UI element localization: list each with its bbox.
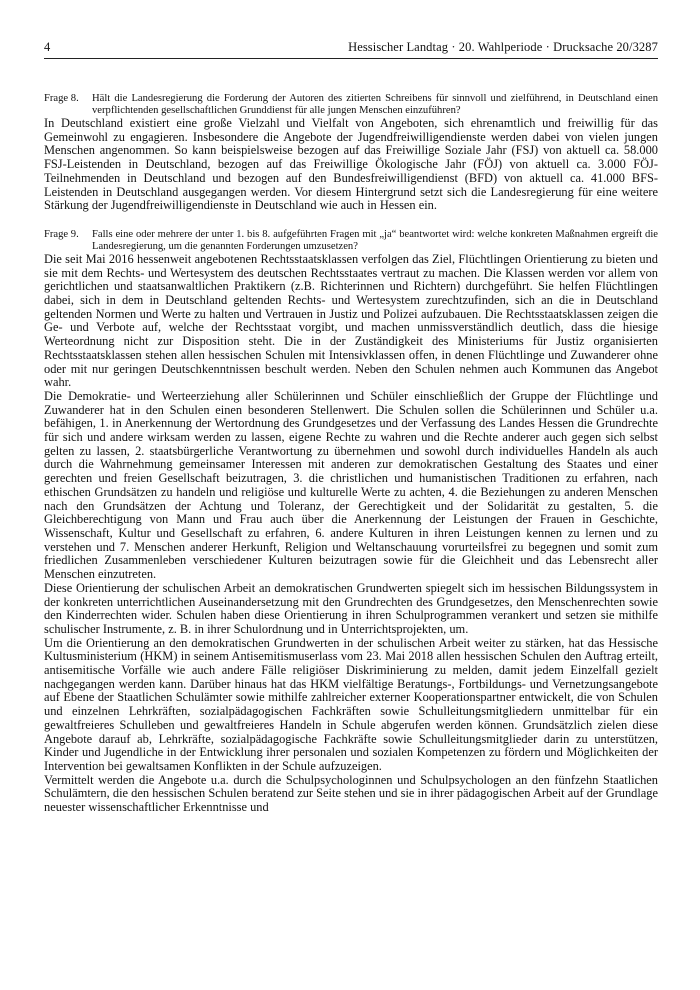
question-8	[44, 93, 658, 117]
answer-9-paragraph-4: Um die Orientierung an den demokratischen Grundwerten in der schulischen Arbeit weiter zu stärken, hat das Hessische Kultusministerium (HKM) in seinem Antisemitismuserlass vom 23. Mai 2018 allen hessischen Schulen den Auftrag erteilt, antisemitische Vorfälle wie auch andere Fälle religiöser Diskriminierung zu melden, damit jedem Einzelfall gezielt nachgegangen werden kann. Darüber hinaus hat das HKM vielfältige Beratungs-, Fortbildungs- und Vernetzungsangebote auf Ebene der Staatlichen Schulämter sowie mithilfe zahlreicher externer Kooperationspartner entwickelt, die von Schulen und einzelnen Lehrkräften, sozialpädagogischen Fachkräften sowie Schulleitungsmitgliedern unmittelbar für ein gewaltfreieres Schulleben und gewaltfreieres Handeln in Schule abgerufen werden können. Grundsätzlich zielen diese Angebote darauf ab, Lehrkräfte, sozialpädagogische Fachkräfte sowie Schulleitungsmitglieder darin zu unterstützen, Kinder und Jugendliche in der Entwicklung ihrer personalen und sozialen Kompetenzen zu fördern und Möglichkeiten der Intervention bei gewaltsamen Konflikten in der Schule aufzuzeigen.	[44, 635, 658, 773]
answer-9-paragraph-1: Die seit Mai 2016 hessenweit angebotenen Rechtsstaatsklassen verfolgen das Ziel, Flüchtlingen Orientierung zu bieten und sie mit dem Rechts- und Wertesystem des deutschen Rechtsstaates vertraut zu machen. Die Klassen werden vor allem von gerichtlichen und staatsanwaltlichen Praktikern (z.B. Richterinnen und Richtern) durchgeführt. Sie helfen Flüchtlingen dabei, sich in dem in Deutschland geltenden Rechts- und Wertesystem zurechtzufinden, sich an die in Deutschland geltenden Normen und Werte zu halten und Vertrauen in Justiz und Polizei aufzubauen. Die Rechtsstaatsklassen zeigen die Ge- und Verbote auf, welche der Rechtsstaat vorgibt, und machen unmissverständlich deutlich, dass die hiesige Werteordnung nicht zur Disposition steht. Die in der Zuständigkeit des Ministeriums für Justiz organisierten Rechtsstaatsklassen stehen allen hessischen Schulen mit Intensivklassen offen, in denen Flüchtlinge und Zuwanderer ohne oder mit nur geringen Deutschkenntnissen beschult werden. Neben den Schulen nehmen auch Kommunen das Angebot wahr.	[44, 251, 658, 390]
answer-8: In Deutschland existiert eine große Vielzahl und Vielfalt von Angeboten, sich ehrenamtlich und freiwillig für das Gemeinwohl zu engagieren. Insbesondere die Angebote der Jugendfreiwilligendienste werden dabei von vielen jungen Menschen angenommen. So kann beispielsweise bezogen auf das Freiwillige Soziale Jahr (FSJ) von aktuell ca. 58.000 FSJ-Leistenden in Deutschland, bezogen auf das Freiwillige Ökologische Jahr (FÖJ) von aktuell ca. 3.000 FÖJ-Teilnehmenden in Deutschland und bezogen auf den Bundesfreiwilligendienst (BFD) von aktuell ca. 41.000 BFS-Leistenden in Deutschland ausgegangen werden. Vor diesem Hintergrund setzt sich die Landesregierung für eine weitere Stärkung der Jugendfreiwilligendienste in Deutschland wie auch in Hessen ein.	[44, 116, 658, 213]
answer-9-paragraph-3: Diese Orientierung der schulischen Arbeit an demokratischen Grundwerten spiegelt sich im hessischen Bildungssystem in der konkreten unterrichtlichen Auseinandersetzung mit den Grundrechten des Grundgesetzes, den Menschenrechten sowie den Kinderrechten wider. Schulen haben diese Orientierung in ihren Schulprogrammen verankert und setzen sie mithilfe schulischer Instrumente, z. B. in ihrer Schulordnung und in Unterrichtsprojekten, um.	[44, 580, 658, 636]
question-9	[44, 229, 658, 253]
question-text: Falls eine oder mehrere der unter 1. bis 8. aufgeführten Fragen mit „ja“ beantwortet wird: welche konkreten Maßnahmen ergreift die Landesregierung, um die genannten Forderungen umzusetzen?	[92, 228, 658, 252]
document-page	[44, 40, 658, 815]
question-label: Frage 9.	[44, 228, 79, 240]
page-number: 4	[44, 40, 51, 54]
question-label: Frage 8.	[44, 93, 79, 104]
answer-9-paragraph-2: Die Demokratie- und Werteerziehung aller Schülerinnen und Schüler einschließlich der Gruppe der Flüchtlinge und Zuwanderer hat in den Schulen einen besonderen Stellenwert. Die Schulen sollen die Schülerinnen und Schüler u.a. befähigen, 1. in Anerkennung der Wertordnung des Grundgesetzes und der Verfassung des Landes Hessen die Grundrechte für sich und andere wirksam werden zu lassen, eigene Rechte zu wahren und die Rechte anderer auch gegen sich selbst gelten zu lassen, 2. staatsbürgerliche Verantwortung zu übernehmen und sowohl durch individuelles Handeln als auch durch die Wahrnehmung gemeinsamer Interessen mit anderen zur demokratischen Gestaltung des Staates und einer gerechten und freien Gesellschaft beizutragen, 3. die christlichen und humanistischen Traditionen zu erfahren, nach ethischen Grundsätzen zu handeln und religiöse und kulturelle Werte zu achten, 4. die Beziehungen zu anderen Menschen nach den Grundsätzen der Achtung und Toleranz, der Gerechtigkeit und der Solidarität zu gestalten, 5. die Gleichberechtigung von Mann und Frau auch über die Anerkennung der Leistungen der Frauen in Geschichte, Wissenschaft, Kultur und Gesellschaft zu erfahren, 6. andere Kulturen in ihren Leistungen kennen zu lernen und zu verstehen und 7. Menschen anderer Herkunft, Religion und Weltanschauung vorurteilsfrei zu begegnen und somit zum friedlichen Zusammenleben verschiedener Kulturen beizutragen sowie für die Gleichheit und das Lebensrecht aller Menschen einzutreten.	[44, 388, 658, 582]
question-text: Hält die Landesregierung die Forderung der Autoren des zitierten Schreibens für sinnvoll und zielführend, in Deutschland einen verpflichtenden gesellschaftlichen Grunddienst für alle jungen Menschen einzuführen?	[92, 93, 658, 116]
answer-9-paragraph-5: Vermittelt werden die Angebote u.a. durch die Schulpsychologinnen und Schulpsychologen an den fünfzehn Staatlichen Schulämtern, die den hessischen Schulen beratend zur Seite stehen und sie in ihrer pädagogischen Arbeit auf der Grundlage neuester wissenschaftlicher Erkenntnisse und	[44, 772, 658, 815]
running-title: Hessischer Landtag · 20. Wahlperiode · Drucksache 20/3287	[348, 40, 658, 54]
page-header	[44, 40, 658, 59]
